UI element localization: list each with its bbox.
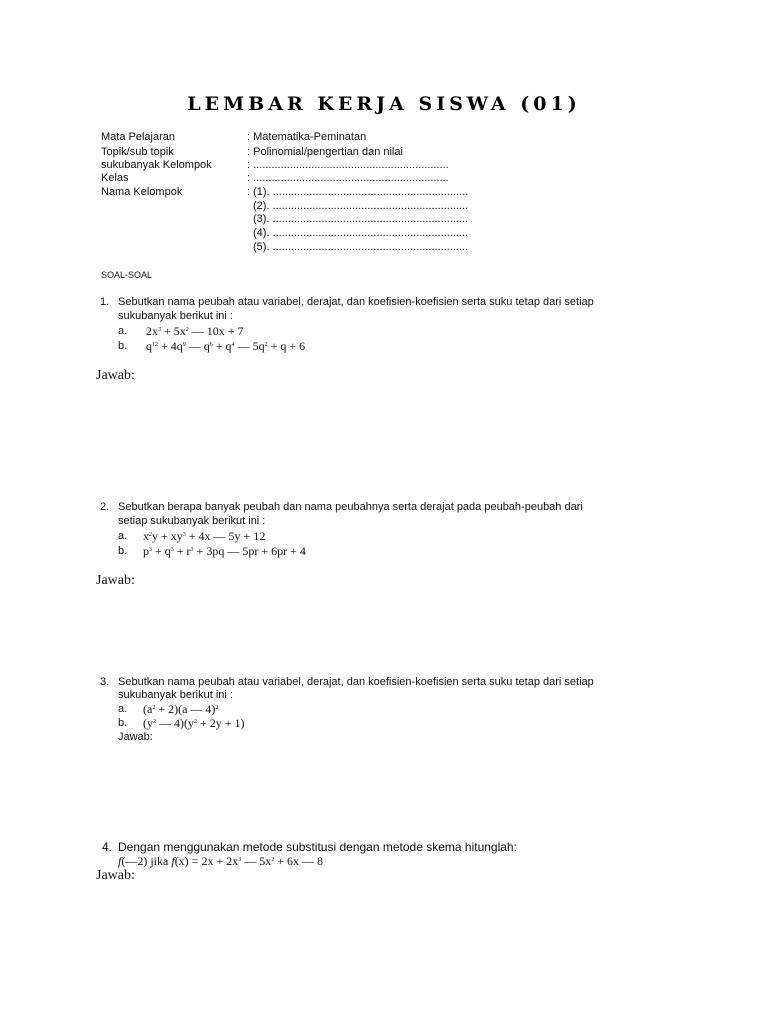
- question-text: Sebutkan nama peubah atau variabel, derajat, dan koefisien-koefisien serta suku tetap dari setiap: [118, 296, 594, 308]
- meta-value: : ................................................................: [247, 172, 449, 184]
- section-label: SOAL-SOAL: [101, 270, 153, 280]
- item-label: a.: [118, 530, 128, 542]
- equation-q2b: $p^3 + q^3 + r^3 + 3pq$ — 5pr + 6pr + 4: [143, 544, 306, 558]
- answer-label: Jawab:: [96, 368, 135, 383]
- question-number: 3.: [100, 676, 110, 688]
- answer-label: Jawab:: [96, 868, 135, 883]
- equation-q1b: $q^{12} + 4q^9$ — $q^6 + q^4$ — $5q^2 + q + 6$: [146, 339, 306, 353]
- meta-value: : (1). ................................................................: [247, 186, 469, 198]
- question-text: Dengan menggunakan metode substitusi dengan metode skema hitunglah:: [118, 840, 517, 854]
- member-line: (5). ................................................................: [253, 241, 469, 253]
- meta-label: Topik/sub topik: [101, 146, 174, 158]
- meta-label: Nama Kelompok: [101, 186, 183, 198]
- equation-q3b: ($y^2$ — $4)(y^2 + 2y + 1)$: [143, 716, 245, 730]
- equation-q4: f(—2) jika $f(x) = 2x + 2x^3$ — $5x^2 + 6x$ — 8: [118, 854, 323, 868]
- question-text: setiap sukubanyak berikut ini :: [118, 515, 266, 527]
- question-number: 2.: [100, 501, 110, 513]
- meta-label: Kelas: [101, 172, 129, 184]
- item-label: b.: [118, 545, 128, 557]
- member-line: (2). ................................................................: [253, 200, 469, 212]
- answer-label: Jawab:: [96, 573, 135, 588]
- member-line: (4). ................................................................: [253, 227, 469, 239]
- question-text: sukubanyak berikut ini :: [118, 310, 233, 322]
- item-label: b.: [118, 340, 128, 352]
- page-title: LEMBAR KERJA SISWA (01): [187, 93, 581, 115]
- equation-q2a: $x^2y + xy^3 + 4x$ — 5y + 12: [143, 529, 266, 543]
- question-text: Sebutkan nama peubah atau variabel, derajat, dan koefisien-koefisien serta suku tetap dari setiap: [118, 676, 594, 688]
- meta-label: sukubanyak Kelompok: [101, 159, 212, 171]
- question-text: Sebutkan berapa banyak peubah dan nama peubahnya serta derajat pada peubah-peubah dari: [118, 501, 583, 513]
- question-number: 1.: [100, 296, 110, 308]
- meta-value: : ................................................................: [247, 159, 449, 171]
- question-text: sukubanyak berikut ini :: [118, 689, 233, 701]
- meta-value: : Matematika-Peminatan: [247, 131, 367, 143]
- meta-value: : Polinomial/pengertian dan nilai: [247, 146, 403, 158]
- equation-q1a: $2x^3 + 5x^2$ — 10x + 7: [146, 324, 244, 338]
- member-line: (3). ................................................................: [253, 213, 469, 225]
- meta-label: Mata Pelajaran: [101, 131, 175, 143]
- item-label: b.: [118, 717, 128, 729]
- answer-label: Jawab:: [118, 731, 153, 743]
- item-label: a.: [118, 703, 128, 715]
- item-label: a.: [118, 325, 128, 337]
- question-number: 4.: [102, 840, 113, 854]
- equation-q3a: $(a^2 + 2)(a$ — 4)$^2$: [143, 702, 219, 716]
